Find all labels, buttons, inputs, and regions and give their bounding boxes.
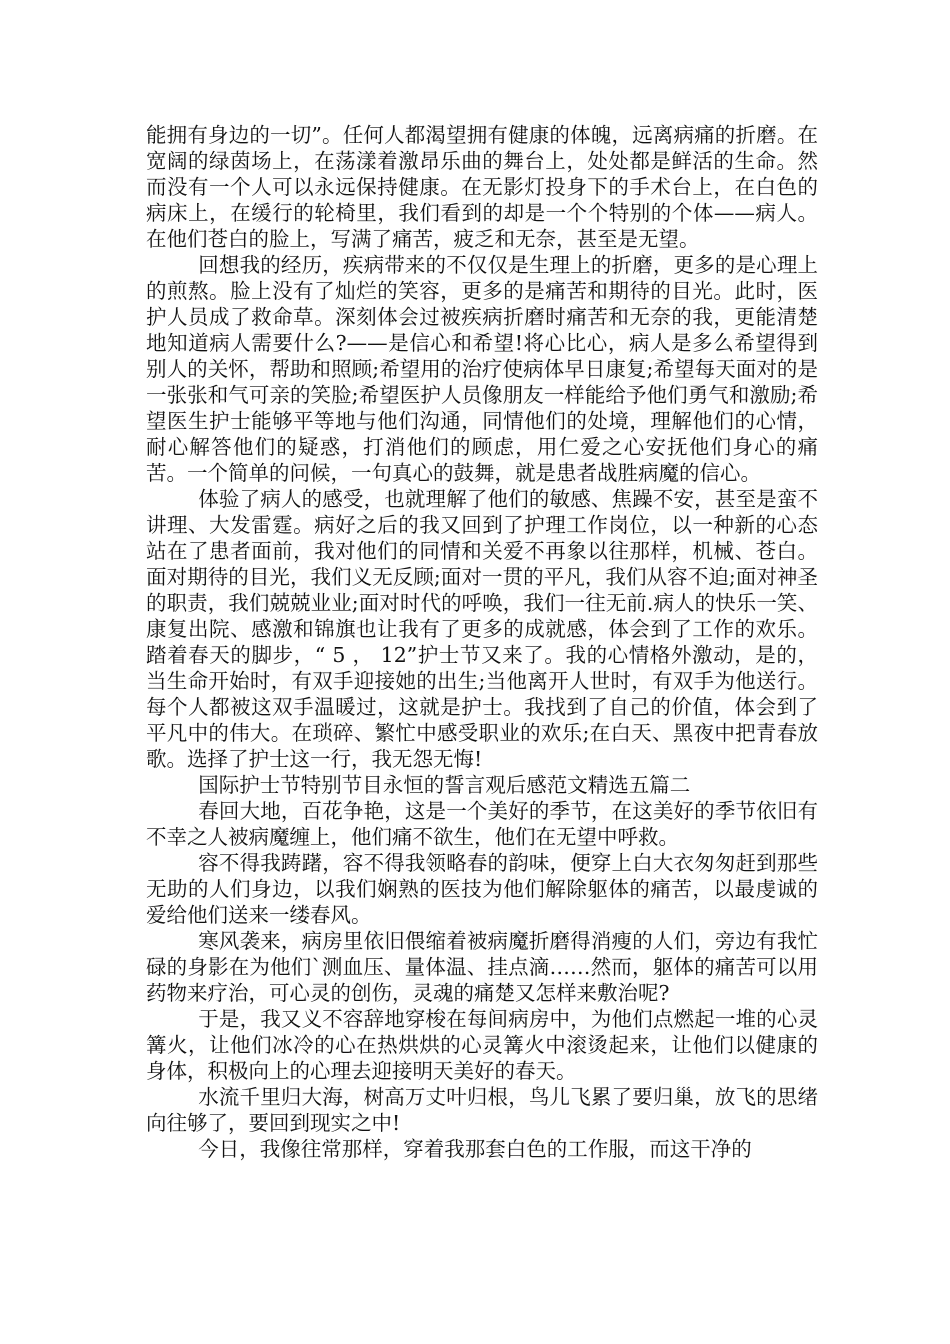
paragraph-2: 回想我的经历，疾病带来的不仅仅是生理上的折磨，更多的是心理上的煎熬。脸上没有了灿烂的笑容，更多的是痛苦和期待的目光。此时，医护人员成了救命草。深刻体会过被疾病折磨时痛苦和无奈的我，更能清楚地知道病人需要什么?——是信心和希望!将心比心，病人是多么希望得到别人的关怀，帮助和照顾;希望用的治疗使病体早日康复;希望每天面对的是一张张和气可亲的笑脸;希望医护人员像朋友一样能给予他们勇气和激励;希望医生护士能够平等地与他们沟通，同情他们的处境，理解他们的心情，耐心解答他们的疑惑，打消他们的顾虑，用仁爱之心安抚他们身心的痛苦。一个简单的问候，一句真心的鼓舞，就是患者战胜病魔的信心。: [146, 253, 818, 485]
paragraph-8: 于是，我又义不容辞地穿梭在每间病房中，为他们点燃起一堆的心灵篝火，让他们冰冷的心在热烘烘的心灵篝火中滚烫起来，让他们以健康的身体，积极向上的心理去迎接明天美好的春天。: [146, 1007, 818, 1083]
paragraph-9: 水流千里归大海，树高万丈叶归根，鸟儿飞累了要归巢，放飞的思绪向往够了，要回到现实之中!: [146, 1085, 818, 1135]
paragraph-5: 春回大地，百花争艳，这是一个美好的季节，在这美好的季节依旧有不幸之人被病魔缠上，他们痛不欲生，他们在无望中呼救。: [146, 799, 818, 849]
section-heading: 国际护士节特别节目永恒的誓言观后感范文精选五篇二: [198, 773, 691, 797]
paragraph-1: 能拥有身边的一切”。任何人都渴望拥有健康的体魄，远离病痛的折磨。在宽阔的绿茵场上，在荡漾着激昂乐曲的舞台上，处处都是鲜活的生命。然而没有一个人可以永远保持健康。在无影灯投身下的手术台上，在白色的病床上，在缓行的轮椅里，我们看到的却是一个个特别的个体——病人。在他们苍白的脸上，写满了痛苦，疲乏和无奈，甚至是无望。: [146, 123, 818, 251]
paragraph-7: 寒风袭来，病房里依旧偎缩着被病魔折磨得消瘦的人们，旁边有我忙碌的身影在为他们`测血压、量体温、挂点滴……然而，躯体的痛苦可以用药物来疗治，可心灵的创伤，灵魂的痛楚又怎样来敷治呢?: [146, 929, 818, 1005]
paragraph-3: 体验了病人的感受，也就理解了他们的敏感、焦躁不安，甚至是蛮不讲理、大发雷霆。病好之后的我又回到了护理工作岗位，以一种新的心态站在了患者面前，我对他们的同情和关爱不再象以往那样，机械、苍白。面对期待的目光，我们义无反顾;面对一贯的平凡，我们从容不迫;面对神圣的职责，我们兢兢业业;面对时代的呼唤，我们一往无前.病人的快乐一笑、康复出院、感激和锦旗也让我有了更多的成就感，体会到了工作的欢乐。踏着春天的脚步，“ 5 ， 12”护士节又来了。我的心情格外激动，是的，当生命开始时，有双手迎接她的出生;当他离开人世时，有双手为他送行。每个人都被这双手温暖过，这就是护士。我找到了自己的价值，体会到了平凡中的伟大。在琐碎、繁忙中感受职业的欢乐;在白天、黑夜中把青春放歌。选择了护士这一行，我无怨无悔!: [146, 487, 818, 771]
paragraph-10: 今日，我像往常那样，穿着我那套白色的工作服，而这干净的: [198, 1137, 752, 1161]
paragraph-6: 容不得我踌躇，容不得我领略春的韵味，便穿上白大衣匆匆赶到那些无助的人们身边，以我们娴熟的医技为他们解除躯体的痛苦，以最虔诚的爱给他们送来一缕春风。: [146, 851, 818, 927]
document-body: [146, 122, 818, 1162]
